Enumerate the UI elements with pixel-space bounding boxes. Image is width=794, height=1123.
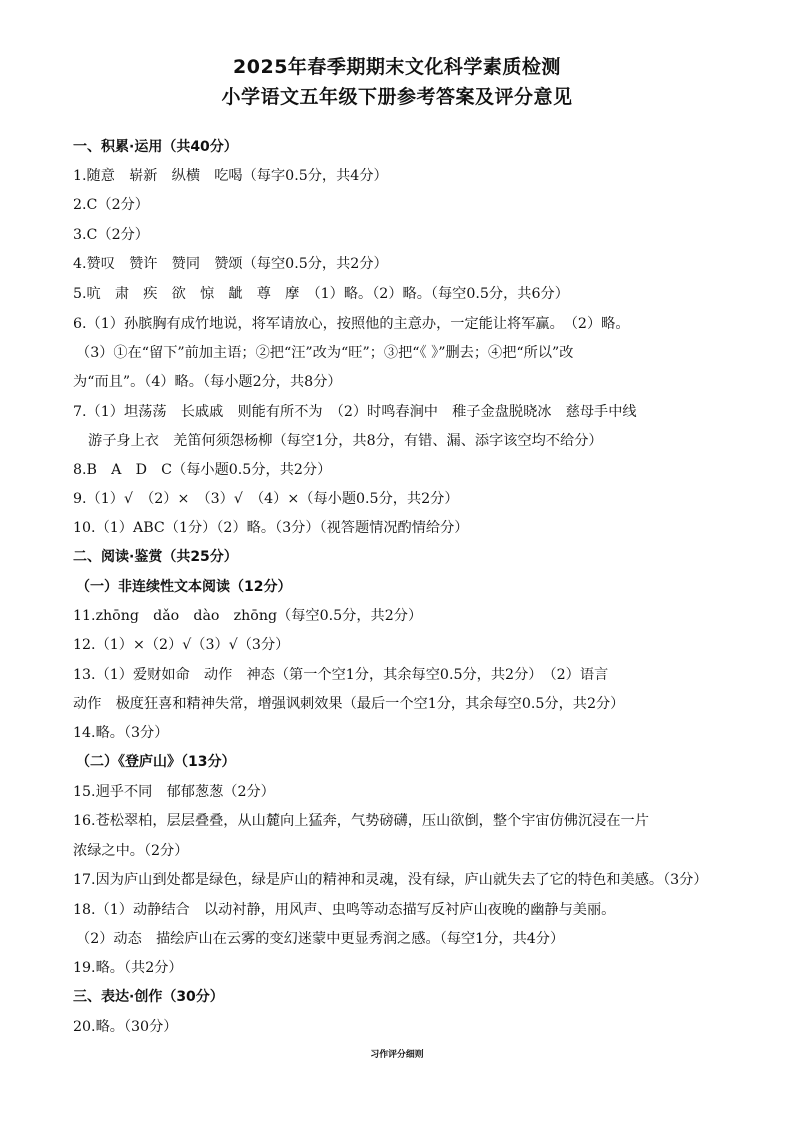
answer-line: 动作 极度狂喜和精神失常，增强讽刺效果（最后一个空1分，其余每空0.5分，共2分） [73,696,625,712]
answer-line: 浓绿之中。（2分） [73,843,189,859]
answer-line: 20.略。（30分） [73,1019,178,1035]
answer-line: 6.（1）孙膑胸有成竹地说，将军请放心，按照他的主意办，一定能让将军赢。 （2）略。 [73,316,630,332]
subsection-heading-1: （一）非连续性文本阅读（12分） [76,579,292,595]
answer-line: 16.苍松翠柏，层层叠叠，从山麓向上猛奔，气势磅礴，压山欲倒，整个宇宙仿佛沉浸在一片 [73,813,649,829]
answer-line: 10.（1）ABC（1分）（2）略。（3分）（视答题情况酌情给分） [73,520,469,536]
page-title-line1: 2025年春季期期末文化科学素质检测 [233,56,561,78]
answer-line: （2）动态 描绘庐山在云雾的变幻迷蒙中更显秀润之感。（每空1分，共4分） [76,931,565,947]
answer-line: 9.（1）√ （2）× （3）√ （4）×（每小题0.5分，共2分） [73,491,459,507]
answer-line: 为“而且”。（4）略。（每小题2分，共8分） [73,374,342,390]
answer-line: 8.B A D C（每小题0.5分，共2分） [73,462,332,478]
essay-scoring-title: 习作评分细则 [370,1050,424,1060]
section-heading-2: 二、阅读·鉴赏（共25分） [73,549,238,565]
answer-line: 11.zhōng dǎo dào zhōng（每空0.5分，共2分） [73,608,423,624]
answer-line: 18.（1）动静结合 以动衬静，用风声、虫鸣等动态描写反衬庐山夜晚的幽静与美丽。 [73,902,616,918]
answer-line: 1.随意 崭新 纵横 吃喝（每字0.5分，共4分） [73,168,388,184]
answer-line: 13.（1）爱财如命 动作 神态（第一个空1分，其余每空0.5分，共2分） （2）语言 [73,667,609,683]
answer-line: 游子身上衣 羌笛何须怨杨柳（每空1分，共8分，有错、漏、添字该空均不给分） [88,433,603,449]
answer-line: 12.（1）×（2）√（3）√（3分） [73,637,290,653]
answer-line: 4.赞叹 赞许 赞同 赞颂（每空0.5分，共2分） [73,256,388,272]
answer-line: 14.略。（3分） [73,725,169,741]
answer-line: 2.C（2分） [73,197,149,213]
section-heading-3: 三、表达·创作（30分） [73,989,224,1005]
answer-line: 17.因为庐山到处都是绿色，绿是庐山的精神和灵魂，没有绿，庐山就失去了它的特色和美感。（3分） [73,872,708,888]
subsection-heading-2: （二）《登庐山》（13分） [76,754,236,770]
section-heading-1: 一、积累·运用（共40分） [73,139,238,155]
answer-line: 5.吭 肃 疾 欲 惊 龇 尊 摩 （1）略。（2）略。（每空0.5分，共6分） [73,286,569,302]
answer-line: 3.C（2分） [73,227,149,243]
page-title-line2: 小学语文五年级下册参考答案及评分意见 [221,86,573,108]
answer-line: （3）①在“留下”前加主语；②把“汪”改为“旺”；③把“《 》”删去；④把“所以”改 [76,345,574,361]
answer-line: 15.迥乎不同 郁郁葱葱（2分） [73,784,275,800]
answer-line: 19.略。（共2分） [73,960,183,976]
answer-line: 7.（1）坦荡荡 长戚戚 则能有所不为 （2）时鸣春涧中 稚子金盘脱晓冰 慈母手中线 [73,404,637,420]
